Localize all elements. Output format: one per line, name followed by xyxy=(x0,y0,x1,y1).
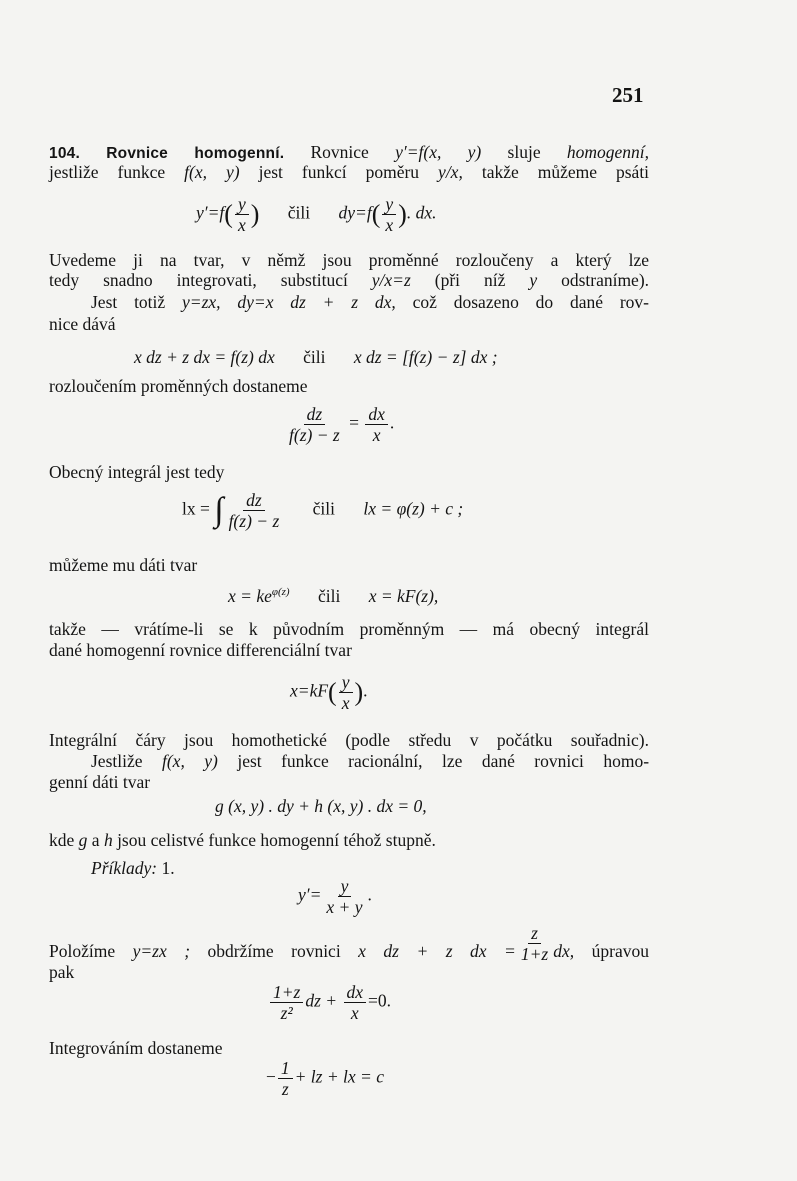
formula: x=kF xyxy=(290,680,329,701)
text-line: Integrováním dostaneme xyxy=(49,1038,223,1058)
text: úpravou xyxy=(591,941,649,961)
text: Položíme xyxy=(49,941,116,961)
formula: y′= xyxy=(298,884,322,905)
page-number: 251 xyxy=(612,83,644,107)
equation-8 xyxy=(298,876,372,917)
equation-7: g (x, y) . dy + h (x, y) . dx = 0, xyxy=(215,796,427,816)
numerator: 1+z xyxy=(270,982,303,1003)
text: jsou celistvé funkce homogenní téhož stupně. xyxy=(117,830,436,850)
denominator: f(z) − z xyxy=(289,425,340,445)
denominator: x xyxy=(341,693,350,713)
text: obdržíme rovnici xyxy=(207,941,341,961)
formula: =0. xyxy=(368,990,392,1011)
formula: x = kF(z), xyxy=(368,586,439,606)
formula: dx, xyxy=(553,941,575,961)
equation-2 xyxy=(134,347,498,368)
text: což dosazeno do dané rov- xyxy=(412,292,650,312)
numerator: 1 xyxy=(278,1058,293,1079)
text: odstraníme). xyxy=(561,270,650,290)
text-line xyxy=(49,270,649,290)
text: jest funkce racionální, lze dané rovnici homo- xyxy=(237,751,650,771)
text: (při níž xyxy=(434,270,506,290)
formula: x dz = [f(z) − z] dx ; xyxy=(353,347,498,367)
text: jestliže funkce xyxy=(49,162,166,182)
equation-10 xyxy=(266,1058,384,1099)
text: jest funkcí poměru xyxy=(258,162,420,182)
text-line xyxy=(49,830,649,850)
formula: y=zx, dy=x dz + z dx, xyxy=(182,292,396,312)
formula: lx = φ(z) + c ; xyxy=(363,498,464,519)
formula: y′=f xyxy=(196,202,225,223)
text: Rovnice xyxy=(310,142,369,162)
integral-sign: ∫ xyxy=(214,491,224,529)
numerator: y xyxy=(339,672,353,693)
denominator: f(z) − z xyxy=(228,511,280,531)
examples-label: Příklady: xyxy=(91,858,158,878)
text-line: můžeme mu dáti tvar xyxy=(49,555,198,575)
examples-line xyxy=(91,858,649,878)
exponent: φ(z) xyxy=(271,586,290,599)
denominator: x xyxy=(350,1003,359,1023)
numerator: y xyxy=(338,876,352,897)
text: čili xyxy=(303,347,326,367)
numerator: z xyxy=(528,923,541,944)
text-line xyxy=(49,923,649,965)
text-line xyxy=(91,751,649,771)
section-number: 104. xyxy=(49,145,80,162)
formula: f(x, y) xyxy=(161,751,218,771)
formula: g xyxy=(78,830,88,850)
section-heading-line xyxy=(49,142,649,164)
formula: − xyxy=(266,1066,276,1087)
text: tedy snadno integrovati, substitucí xyxy=(49,270,348,290)
formula: . xyxy=(363,680,368,701)
text: takže můžeme psáti xyxy=(481,162,650,182)
formula: dy=f xyxy=(338,202,372,223)
example-number: 1. xyxy=(161,858,175,878)
text-line: genní dáti tvar xyxy=(49,772,151,792)
text-line: takže — vrátíme-li se k původním proměnným — má obecný integrál xyxy=(49,619,649,639)
formula: lx = xyxy=(182,498,210,519)
formula: y=zx ; xyxy=(132,941,191,961)
equation-6: x=kF( $\frac{y}{x}$ ). xyxy=(290,672,368,713)
formula: y/x, xyxy=(438,162,463,182)
numerator: y xyxy=(235,194,249,215)
text-line: rozloučením proměnných dostaneme xyxy=(49,376,308,396)
equation-1: y′=f( $\frac{y}{x}$ ) čili dy=f( $\frac{y}{x}$ ). dx. xyxy=(196,194,437,235)
equation-4 xyxy=(182,490,463,531)
denominator: x xyxy=(237,215,246,235)
defined-term: homogenní, xyxy=(566,142,650,162)
equation-9 xyxy=(268,982,391,1023)
text-line xyxy=(91,292,649,312)
formula: f(x, y) xyxy=(184,162,240,182)
formula: y′=f(x, y) xyxy=(395,142,482,162)
numerator: y xyxy=(382,194,396,215)
formula: . xyxy=(367,884,372,905)
text-line: Obecný integrál jest tedy xyxy=(49,462,225,482)
formula: . dx. xyxy=(406,202,437,223)
text-line: pak xyxy=(49,962,75,982)
text-line: Uvedeme ji na tvar, v němž jsou proměnné rozloučeny a který lze xyxy=(49,250,649,270)
numerator: dx xyxy=(365,404,388,425)
text: čili xyxy=(287,202,311,223)
section-heading: Rovnice homogenní. xyxy=(106,145,285,162)
denominator: x xyxy=(372,425,381,445)
text-line: nice dává xyxy=(49,314,116,334)
text: čili xyxy=(312,498,335,519)
formula: dz + xyxy=(305,990,338,1011)
formula: y/x=z xyxy=(371,270,411,290)
text: a xyxy=(91,830,100,850)
denominator: z xyxy=(281,1079,289,1099)
equation-5 xyxy=(228,586,438,607)
text: sluje xyxy=(507,142,541,162)
numerator: dz xyxy=(243,490,265,511)
formula: h xyxy=(103,830,113,850)
formula: y xyxy=(529,270,538,290)
numerator: dx xyxy=(344,982,367,1003)
text-line: Integrální čáry jsou homothetické (podle středu v počátku souřadnic). xyxy=(49,730,649,750)
formula: = xyxy=(349,412,359,433)
formula: + lz + lx = c xyxy=(294,1066,384,1087)
denominator: x xyxy=(385,215,394,235)
equation-3 xyxy=(284,404,394,445)
numerator: dz xyxy=(304,404,326,425)
text: Jest totiž xyxy=(91,292,166,312)
text: čili xyxy=(317,586,341,606)
denominator: 1+z xyxy=(520,944,549,965)
formula: x = ke xyxy=(228,586,272,606)
text: kde xyxy=(49,830,75,850)
text-line xyxy=(49,162,649,182)
formula: x dz + z dx = f(z) dx xyxy=(134,347,275,367)
formula: x dz + z dx = xyxy=(358,941,516,961)
denominator: z² xyxy=(280,1003,293,1023)
formula: . xyxy=(389,412,395,433)
denominator: x + y xyxy=(326,897,363,917)
text: Jestliže xyxy=(91,751,143,771)
text-line: dané homogenní rovnice differenciální tvar xyxy=(49,640,352,660)
